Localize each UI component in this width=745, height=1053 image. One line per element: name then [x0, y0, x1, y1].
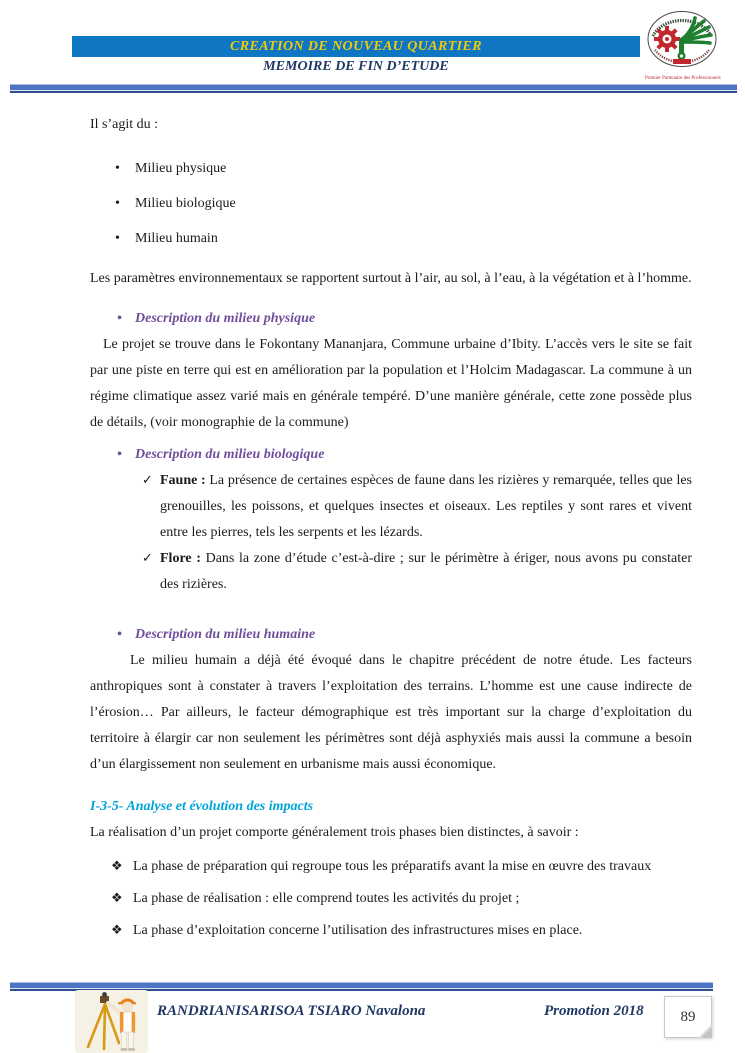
footer-promotion: Promotion 2018: [544, 1003, 644, 1019]
header-banner-title: CREATION DE NOUVEAU QUARTIER: [230, 38, 482, 54]
diamond-icon: ❖: [111, 859, 123, 874]
section-heading-humaine: [90, 622, 692, 648]
gear-icon: [654, 26, 680, 52]
list-item: [90, 918, 692, 944]
list-item: [90, 854, 692, 880]
section-heading-label: Description du milieu humaine: [135, 627, 316, 642]
folded-corner-icon: [697, 1023, 712, 1038]
section-heading-label: Description du milieu biologique: [135, 447, 325, 462]
paragraph-physique: Le projet se trouve dans le Fokontany Mananjara, Commune urbaine d’Ibity. L’accès vers le site se fait par une piste en terre qui est en amélioration par la population et l’Holcim Madagascar. La commune à un régime climatique assez varié mais en générale tempéré. D’une manière générale, cette zone possède plus de détails, (voir monographie de la commune): [90, 337, 692, 430]
list-item: [90, 156, 692, 182]
checklist-item-text: La présence de certaines espèces de faune dans les rizières y remarquée, telles que les grenouilles, les poissons, et quelques insectes et oiseaux. Les reptiles y sont rares et vivent entre les pierres, tels les serpents et les lézards.: [160, 473, 692, 540]
page-number: 89: [680, 1008, 696, 1025]
diamond-icon: ❖: [111, 891, 123, 906]
school-logo-icon: [645, 10, 719, 70]
checklist-item-flore: [90, 546, 692, 598]
section-heading-physique: [90, 306, 692, 332]
bullet-icon: •: [115, 231, 120, 246]
bullet-icon: •: [117, 627, 122, 642]
phase-text: La phase de réalisation : elle comprend toutes les activités du projet ;: [133, 891, 520, 906]
header-banner: [72, 36, 640, 57]
phase-text: La phase d’exploitation concerne l’utilisation des infrastructures mises en place.: [133, 923, 583, 938]
milieu-list: [90, 156, 692, 252]
header-divider: [10, 84, 737, 93]
checklist-item-text: Dans la zone d’étude c’est-à-dire ; sur le périmètre à ériger, nous avons pu constater des rizières.: [160, 551, 692, 592]
list-item-label: Milieu physique: [135, 161, 227, 176]
checklist-item-label: Flore :: [160, 551, 201, 566]
list-item-label: Milieu humain: [135, 231, 218, 246]
ribbon-shape: [673, 59, 691, 64]
bullet-icon: •: [117, 447, 122, 462]
intro-line: Il s’agit du :: [90, 117, 159, 132]
paragraph-humaine: Le milieu humain a déjà été évoqué dans le chapitre précédent de notre étude. Les facteurs anthropiques sont à constater à travers l’exploitation des terrains. L’homme est une cause indirecte de l’érosion… Par ailleurs, le facteur démographique est très important sur la charge d’exploitation du territoire à élargir car non seulement les périmètres sont déjà asphyxiés mais aussi la commune a besoin d’un élargissement non seulement en urbanisme mais aussi économique.: [90, 653, 692, 772]
list-item: [90, 886, 692, 912]
list-item: [90, 191, 692, 217]
check-icon: ✓: [142, 551, 153, 566]
phase-text: La phase de préparation qui regroupe tous les préparatifs avant la mise en œuvre des travaux: [133, 859, 652, 874]
phases-list: [90, 854, 692, 944]
section-heading-label: Description du milieu physique: [135, 311, 316, 326]
bullet-icon: •: [115, 196, 120, 211]
bullet-icon: •: [115, 161, 120, 176]
wrench-icon: [678, 42, 686, 60]
diamond-icon: ❖: [111, 923, 123, 938]
checklist-item-faune: [90, 468, 692, 546]
analysis-heading: I-3-5- Analyse et évolution des impacts: [90, 799, 314, 814]
checklist-item-label: Faune :: [160, 473, 206, 488]
footer-author: RANDRIANISARISOA TSIARO Navalona: [157, 1003, 426, 1019]
analysis-intro: La réalisation d’un projet comporte généralement trois phases bien distinctes, à savoir :: [90, 825, 579, 840]
check-icon: ✓: [142, 473, 153, 488]
page-number-box: [664, 996, 712, 1038]
bullet-icon: •: [117, 311, 122, 326]
list-item: [90, 226, 692, 252]
header-subtitle: MEMOIRE DE FIN D’ETUDE: [263, 59, 449, 74]
logo-caption: Premier Partenaire des Professionnels: [645, 76, 721, 81]
list-item-label: Milieu biologique: [135, 196, 236, 211]
section-heading-biologique: [90, 442, 692, 468]
school-logo: [645, 10, 719, 82]
page-content: [90, 112, 692, 950]
surveyor-icon: [75, 990, 148, 1053]
surveyor-illustration: [75, 990, 148, 1053]
paragraph-parametres: Les paramètres environnementaux se rapportent surtout à l’air, au sol, à l’eau, à la végétation et à l’homme.: [90, 271, 692, 286]
